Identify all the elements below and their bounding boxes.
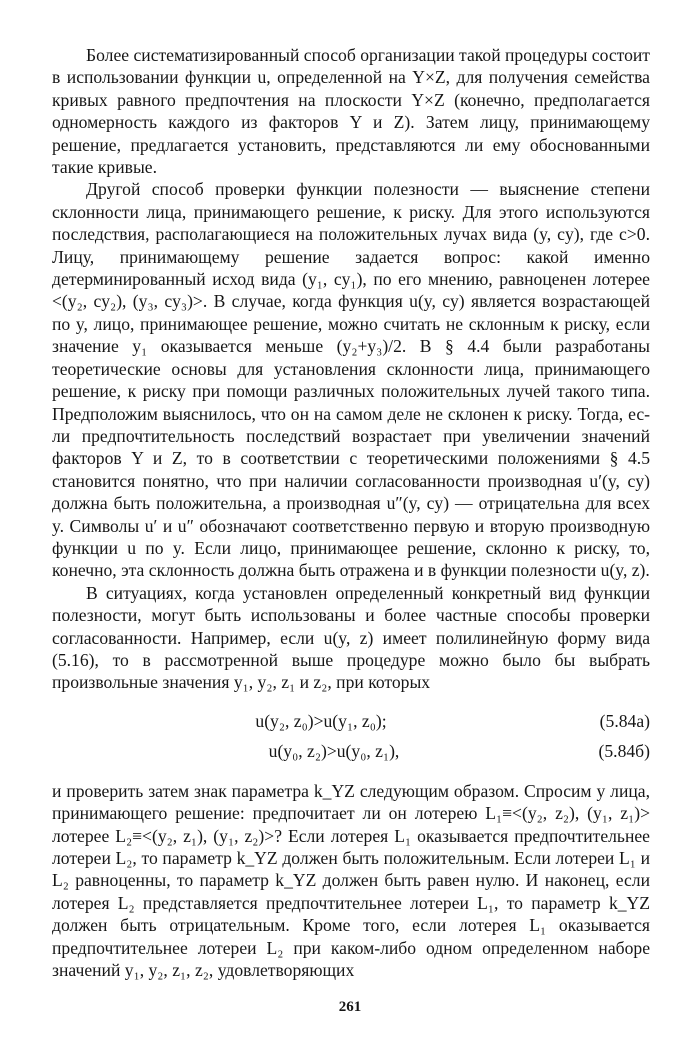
formula-5-84b bbox=[52, 740, 650, 770]
formula-expression: u(y₀, z₂)>u(y₀, z₁), bbox=[268, 740, 400, 761]
page-number: 261 bbox=[338, 999, 362, 1015]
paragraph-2: Другой способ проверки функции полезности — выяснение степени склонности лица, принимающего решение, к риску. Для этого используются последствия, располагающиеся на положительных лучах вида (y, cy), где c>0. Лицу, принимающему решение задается вопрос: какой именно детерминированный исход вида (y₁, cy₁), по его мнению, равноценен лотерее <(y₂, cy₂), (y₃, cy₃)>. В случае, когда функция u(y, cy) является возрастающей по y, лицо, принимающее решение, можно считать не склонным к риску, если значение y₁ оказывается меньше (y₂+y₃)/2. В § 4.4 были разработаны теоретические основы для установления склонности лица, принимающего решение, к риску при помощи различных положительных лучей такого типа. Предположим выяснилось, что он на самом деле не склонен к риску. Тогда, если предпочтительность последствий возрастает при увеличении значений факторов Y и Z, то в соответствии с теоретическими положениями § 4.5 становится понятно, что при наличии согласованности производная u′(y, cy) должна быть положительна, а производная u″(y, cy) — отрицательна для всех y. Символы u′ и u″ обозначают соответственно первую и вторую производную функции u по y. Если лицо, принимающее решение, склонно к риску, то, конечно, эта склонность должна быть отражена и в функции полезности u(y, z). bbox=[52, 179, 650, 581]
formula-number: (5.84б) bbox=[598, 740, 650, 761]
formula-5-84a bbox=[52, 710, 650, 740]
paragraph-4: и проверить затем знак параметра k_YZ следующим образом. Спросим у лица, принимающего решение: предпочитает ли он лотерею L₁≡<(y₂, z₂), (y₁, z₁)> лотерее L₂≡<(y₂, z₁), (y₁, z₂)>? Если лотерея L₁ оказывается предпочтительнее лотереи L₂, то параметр k_YZ должен быть положительным. Если лотереи L₁ и L₂ равноценны, то параметр k_YZ должен быть равен нулю. И наконец, если лотерея L₂ представляется предпочтительнее лотереи L₁, то параметр k_YZ должен быть отрицательным. Кроме того, если лотерея L₁ оказывается предпочтительнее лотереи L₂ при каком-либо одном определенном наборе значений y₁, y₂, z₁, z₂, удовлетворяющих bbox=[52, 780, 650, 981]
formula-expression: u(y₂, z₀)>u(y₁, z₀); bbox=[255, 710, 387, 731]
paragraph-1: Более систематизированный способ организации такой процедуры состоит в использовании функции u, определенной на Y×Z, для получения семейства кривых равного предпочтения на плоскости Y×Z (конечно, предполагается одномерность каждого из факторов Y и Z). Затем лицу, принимающему решение, предлагается установить, представляются ли ему обоснованными такие кривые. bbox=[52, 45, 650, 178]
paragraph-3: В ситуациях, когда установлен определенный конкретный вид функции полезности, могут быть использованы и более частные способы проверки согласованности. Например, если u(y, z) имеет полилинейную форму вида (5.16), то в рассмотренной выше процедуре можно было бы выбрать произвольные значения y₁, y₂, z₁ и z₂, при которых bbox=[52, 582, 650, 693]
formula-number: (5.84a) bbox=[599, 710, 650, 731]
formula-block bbox=[52, 710, 650, 770]
